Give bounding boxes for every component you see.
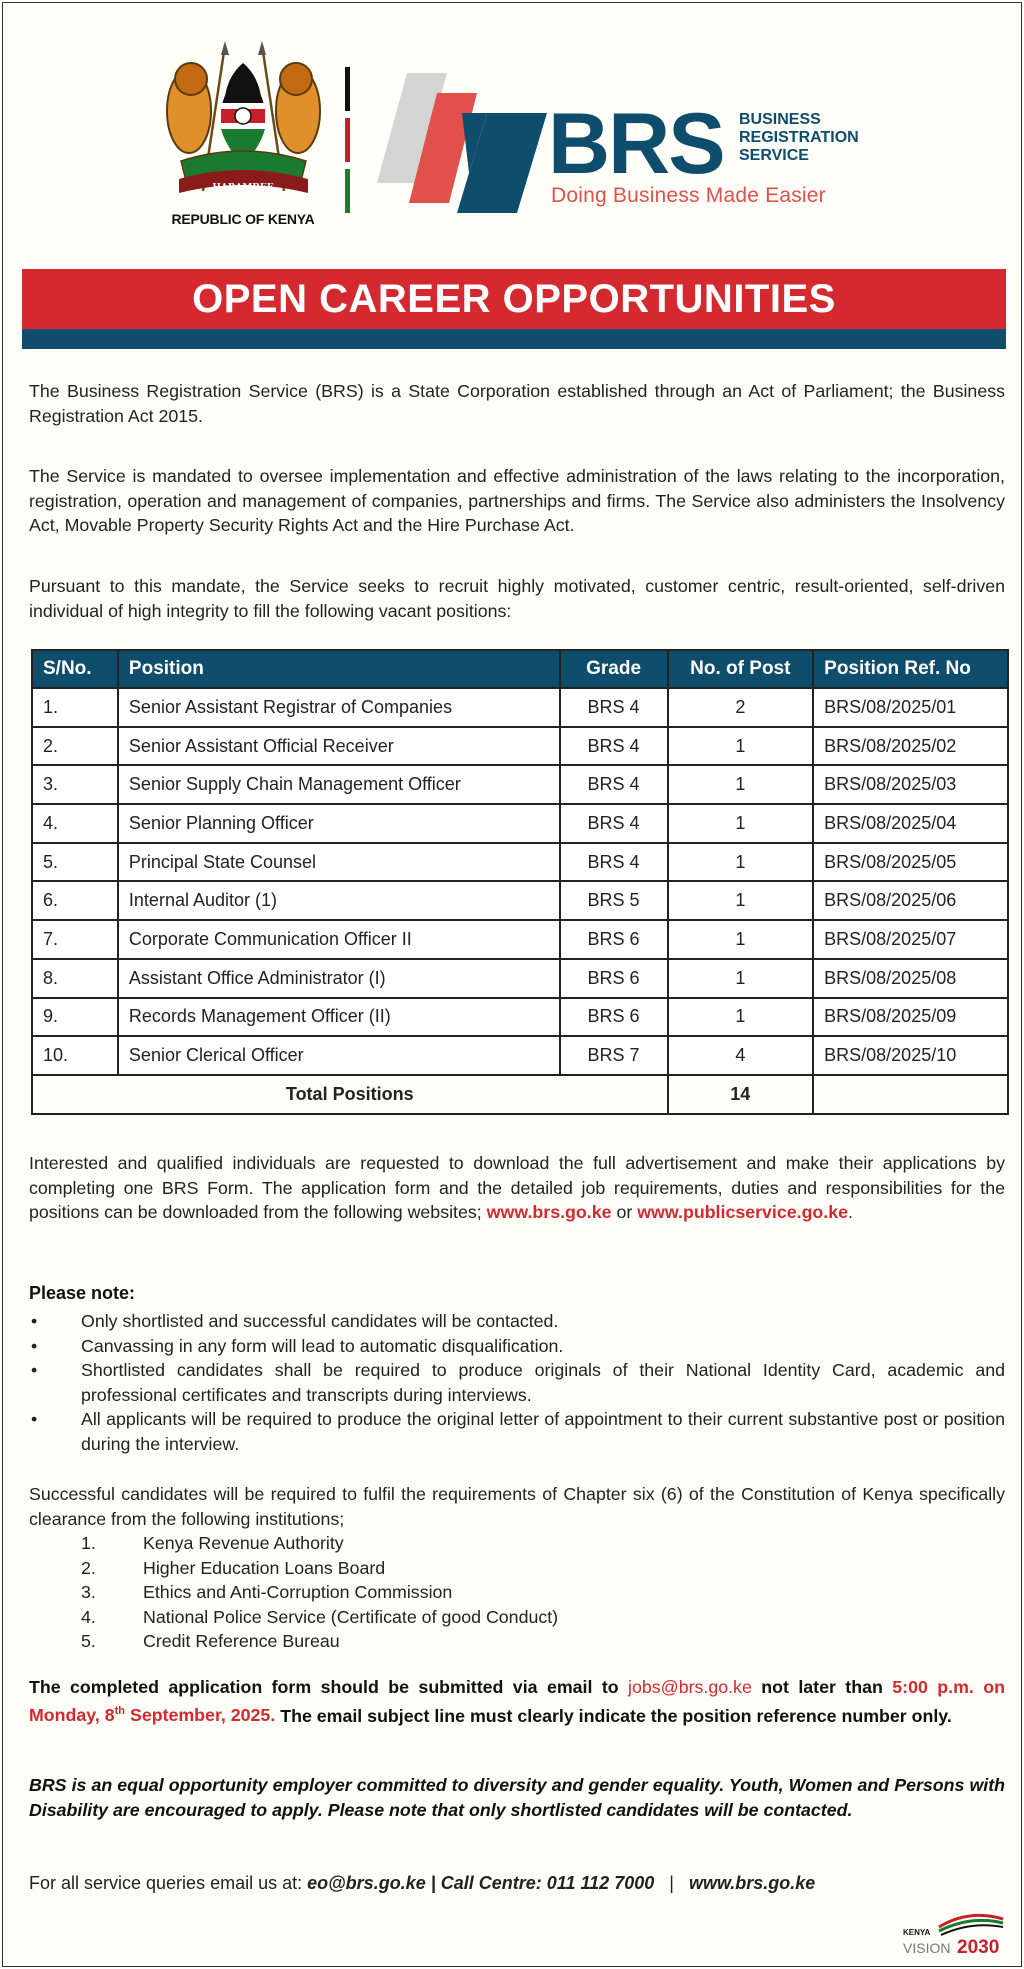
website-link[interactable]: www.brs.go.ke xyxy=(688,1873,816,1893)
table-row xyxy=(32,804,1008,843)
total-value: 14 xyxy=(668,1075,814,1114)
mandate-paragraph: The Service is mandated to oversee implementation and effective administration of the laws relating to the incorporation, registration, operation and management of companies, partnerships and firms. The Service also administers the Insolvency Act, Movable Property Security Rights Act and the Hire Purchase Act. xyxy=(29,466,1005,535)
list-number: 3. xyxy=(81,1582,96,1602)
table-row xyxy=(32,727,1008,766)
table-cell: BRS 5 xyxy=(560,881,668,920)
or-text: or xyxy=(616,1202,633,1222)
table-cell: Senior Supply Chain Management Officer xyxy=(118,765,560,804)
column-header: Position xyxy=(118,650,560,688)
list-item xyxy=(81,1556,558,1581)
table-cell: Assistant Office Administrator (I) xyxy=(118,959,560,998)
table-row xyxy=(32,998,1008,1037)
list-number: 1. xyxy=(81,1533,96,1553)
list-item xyxy=(81,1629,558,1654)
table-row xyxy=(32,688,1008,727)
vision-year: 2030 xyxy=(957,1937,1000,1958)
table-cell: 4 xyxy=(668,1036,814,1075)
table-cell: BRS 4 xyxy=(560,765,668,804)
application-text: Interested and qualified individuals are requested to download the full advertisement and make their applications by completing one BRS Form. The application form and the detailed job requirements, duties and responsibilities for the positions can be downloaded from the following websites; xyxy=(29,1153,1005,1222)
recruitment-paragraph: Pursuant to this mandate, the Service seeks to recruit highly motivated, customer centric, result-oriented, self-driven individual of high integrity to fill the following vacant positions: xyxy=(29,576,1005,621)
intro-paragraph: The Business Registration Service (BRS) is a State Corporation established through an Act of Parliament; the Business Registration Act 2015. xyxy=(29,381,1005,426)
table-cell: BRS/08/2025/06 xyxy=(813,881,1008,920)
institution-name: Kenya Revenue Authority xyxy=(143,1533,344,1553)
list-item xyxy=(29,1309,1005,1334)
table-cell: 1 xyxy=(668,959,814,998)
table-body xyxy=(32,688,1008,1075)
table-row xyxy=(32,881,1008,920)
submission-text: not later than xyxy=(761,1677,883,1697)
deadline-ordinal: th xyxy=(114,1705,126,1718)
brs-website-link[interactable]: www.brs.go.ke xyxy=(486,1202,612,1222)
table-cell: 9. xyxy=(32,998,118,1037)
contact-line xyxy=(29,1873,815,1894)
brs-name-line: SERVICE xyxy=(739,147,809,164)
table-cell: BRS 4 xyxy=(560,843,668,882)
submission-paragraph xyxy=(29,1675,1005,1728)
brs-full-name xyxy=(739,111,859,165)
table-cell: Senior Clerical Officer xyxy=(118,1036,560,1075)
table-cell: Senior Assistant Registrar of Companies xyxy=(118,688,560,727)
total-empty-cell xyxy=(813,1075,1008,1114)
table-cell: 5. xyxy=(32,843,118,882)
brs-name-line: BUSINESS xyxy=(739,111,821,128)
table-cell: 1. xyxy=(32,688,118,727)
jobs-email-link[interactable]: jobs@brs.go.ke xyxy=(628,1677,752,1697)
table-cell: 7. xyxy=(32,920,118,959)
positions-table xyxy=(31,649,1009,1115)
table-row xyxy=(32,920,1008,959)
header xyxy=(3,3,1021,263)
table-cell: 4. xyxy=(32,804,118,843)
notes-heading: Please note: xyxy=(29,1283,136,1303)
full-stop: . xyxy=(848,1202,853,1222)
brs-logo-icon xyxy=(377,63,547,213)
table-cell: 1 xyxy=(668,843,814,882)
table-cell: BRS 4 xyxy=(560,727,668,766)
table-cell: BRS/08/2025/01 xyxy=(813,688,1008,727)
equal-opportunity-statement: BRS is an equal opportunity employer committed to diversity and gender equality. Youth, Women and Persons with Disability are encouraged to apply. Please note that only shortlisted candidates will be contacted. xyxy=(29,1775,1005,1820)
table-cell: 1 xyxy=(668,881,814,920)
list-item xyxy=(81,1531,558,1556)
table-row xyxy=(32,765,1008,804)
table-cell: 1 xyxy=(668,998,814,1037)
table-cell: 3. xyxy=(32,765,118,804)
vision-kenya: KENYA xyxy=(903,1928,931,1937)
table-cell: BRS/08/2025/04 xyxy=(813,804,1008,843)
table-cell: BRS/08/2025/08 xyxy=(813,959,1008,998)
table-cell: BRS 6 xyxy=(560,998,668,1037)
column-header: Position Ref. No xyxy=(813,650,1008,688)
table-cell: 8. xyxy=(32,959,118,998)
table-cell: 1 xyxy=(668,727,814,766)
table-cell: 2. xyxy=(32,727,118,766)
table-row xyxy=(32,843,1008,882)
institution-name: Ethics and Anti-Corruption Commission xyxy=(143,1582,453,1602)
brs-name-line: REGISTRATION xyxy=(739,129,859,146)
list-number: 5. xyxy=(81,1631,96,1651)
flag-divider xyxy=(345,67,350,213)
table-cell: Corporate Communication Officer II xyxy=(118,920,560,959)
column-header: S/No. xyxy=(32,650,118,688)
table-cell: 1 xyxy=(668,765,814,804)
page-title: OPEN CAREER OPPORTUNITIES xyxy=(22,269,1006,329)
note-text: Only shortlisted and successful candidates will be contacted. xyxy=(81,1311,559,1331)
note-text: Shortlisted candidates shall be required to produce originals of their National Identity Card, academic and professional certificates and transcripts during interviews. xyxy=(81,1360,1005,1405)
list-item xyxy=(29,1334,1005,1359)
publicservice-website-link[interactable]: www.publicservice.go.ke xyxy=(637,1202,849,1222)
table-cell: Records Management Officer (II) xyxy=(118,998,560,1037)
table-cell: BRS/08/2025/05 xyxy=(813,843,1008,882)
table-row xyxy=(32,959,1008,998)
table-cell: BRS 6 xyxy=(560,920,668,959)
bullet-icon: • xyxy=(31,1335,38,1356)
application-paragraph xyxy=(29,1151,1005,1225)
column-header: Grade xyxy=(560,650,668,688)
submission-text: The completed application form should be submitted via email to xyxy=(29,1677,619,1697)
table-cell: BRS/08/2025/03 xyxy=(813,765,1008,804)
list-item xyxy=(29,1358,1005,1407)
institution-name: National Police Service (Certificate of good Conduct) xyxy=(143,1606,559,1627)
brs-tagline: Doing Business Made Easier xyxy=(551,184,826,207)
note-text: All applicants will be required to produce the original letter of appointment to their current substantive post or position during the interview. xyxy=(81,1409,1005,1454)
call-centre: | Call Centre: 011 112 7000 xyxy=(430,1873,655,1893)
list-item xyxy=(29,1407,1005,1456)
table-cell: Senior Assistant Official Receiver xyxy=(118,727,560,766)
table-cell: BRS 6 xyxy=(560,959,668,998)
table-cell: 2 xyxy=(668,688,814,727)
bullet-icon: • xyxy=(31,1409,38,1429)
table-cell: Principal State Counsel xyxy=(118,843,560,882)
table-cell: BRS/08/2025/10 xyxy=(813,1036,1008,1075)
table-header-row xyxy=(32,650,1008,688)
table-row xyxy=(32,1036,1008,1075)
table-cell: 1 xyxy=(668,804,814,843)
contact-prefix: For all service queries email us at: xyxy=(29,1873,303,1893)
table-cell: BRS 4 xyxy=(560,804,668,843)
list-number: 4. xyxy=(81,1606,96,1627)
separator: | xyxy=(669,1873,674,1893)
list-item xyxy=(81,1605,558,1630)
table-cell: Internal Auditor (1) xyxy=(118,881,560,920)
bullet-icon: • xyxy=(31,1311,38,1331)
coat-caption: REPUBLIC OF KENYA xyxy=(171,211,315,227)
list-item xyxy=(81,1580,558,1605)
kenya-vision-2030-logo xyxy=(899,1905,1009,1961)
institution-name: Higher Education Loans Board xyxy=(143,1557,386,1578)
advertisement-page xyxy=(2,2,1022,1967)
service-email-link[interactable]: eo@brs.go.ke xyxy=(307,1873,426,1893)
table-cell: 1 xyxy=(668,920,814,959)
deadline-date: 5:00 p.m. on Monday, 8 xyxy=(29,1677,1005,1726)
list-number: 2. xyxy=(81,1557,96,1578)
bullet-icon: • xyxy=(31,1360,38,1380)
submission-text: The email subject line must clearly indicate the position reference number only. xyxy=(280,1705,952,1726)
clearance-paragraph: Successful candidates will be required to fulfil the requirements of Chapter six (6) of the Constitution of Kenya specifically clearance from the following institutions; xyxy=(29,1484,1005,1529)
vision-word: VISION xyxy=(903,1940,951,1956)
brs-wordmark: BRS xyxy=(548,96,724,192)
deadline-month: September, 2025. xyxy=(125,1705,276,1726)
table-cell: Senior Planning Officer xyxy=(118,804,560,843)
note-text: Canvassing in any form will lead to automatic disqualification. xyxy=(81,1335,564,1356)
notes-list xyxy=(29,1309,1005,1456)
column-header: No. of Post xyxy=(668,650,814,688)
table-cell: BRS/08/2025/07 xyxy=(813,920,1008,959)
total-row xyxy=(32,1075,1008,1114)
table-cell: BRS 4 xyxy=(560,688,668,727)
title-underline-bar xyxy=(22,329,1006,349)
table-cell: BRS/08/2025/02 xyxy=(813,727,1008,766)
table-cell: 6. xyxy=(32,881,118,920)
total-label: Total Positions xyxy=(32,1075,668,1114)
institutions-list xyxy=(81,1531,558,1654)
table-cell: 10. xyxy=(32,1036,118,1075)
table-cell: BRS 7 xyxy=(560,1036,668,1075)
coat-motto: HARAMBEE xyxy=(212,183,274,193)
institution-name: Credit Reference Bureau xyxy=(143,1631,340,1651)
coat-of-arms-icon xyxy=(161,41,326,201)
table-cell: BRS/08/2025/09 xyxy=(813,998,1008,1037)
